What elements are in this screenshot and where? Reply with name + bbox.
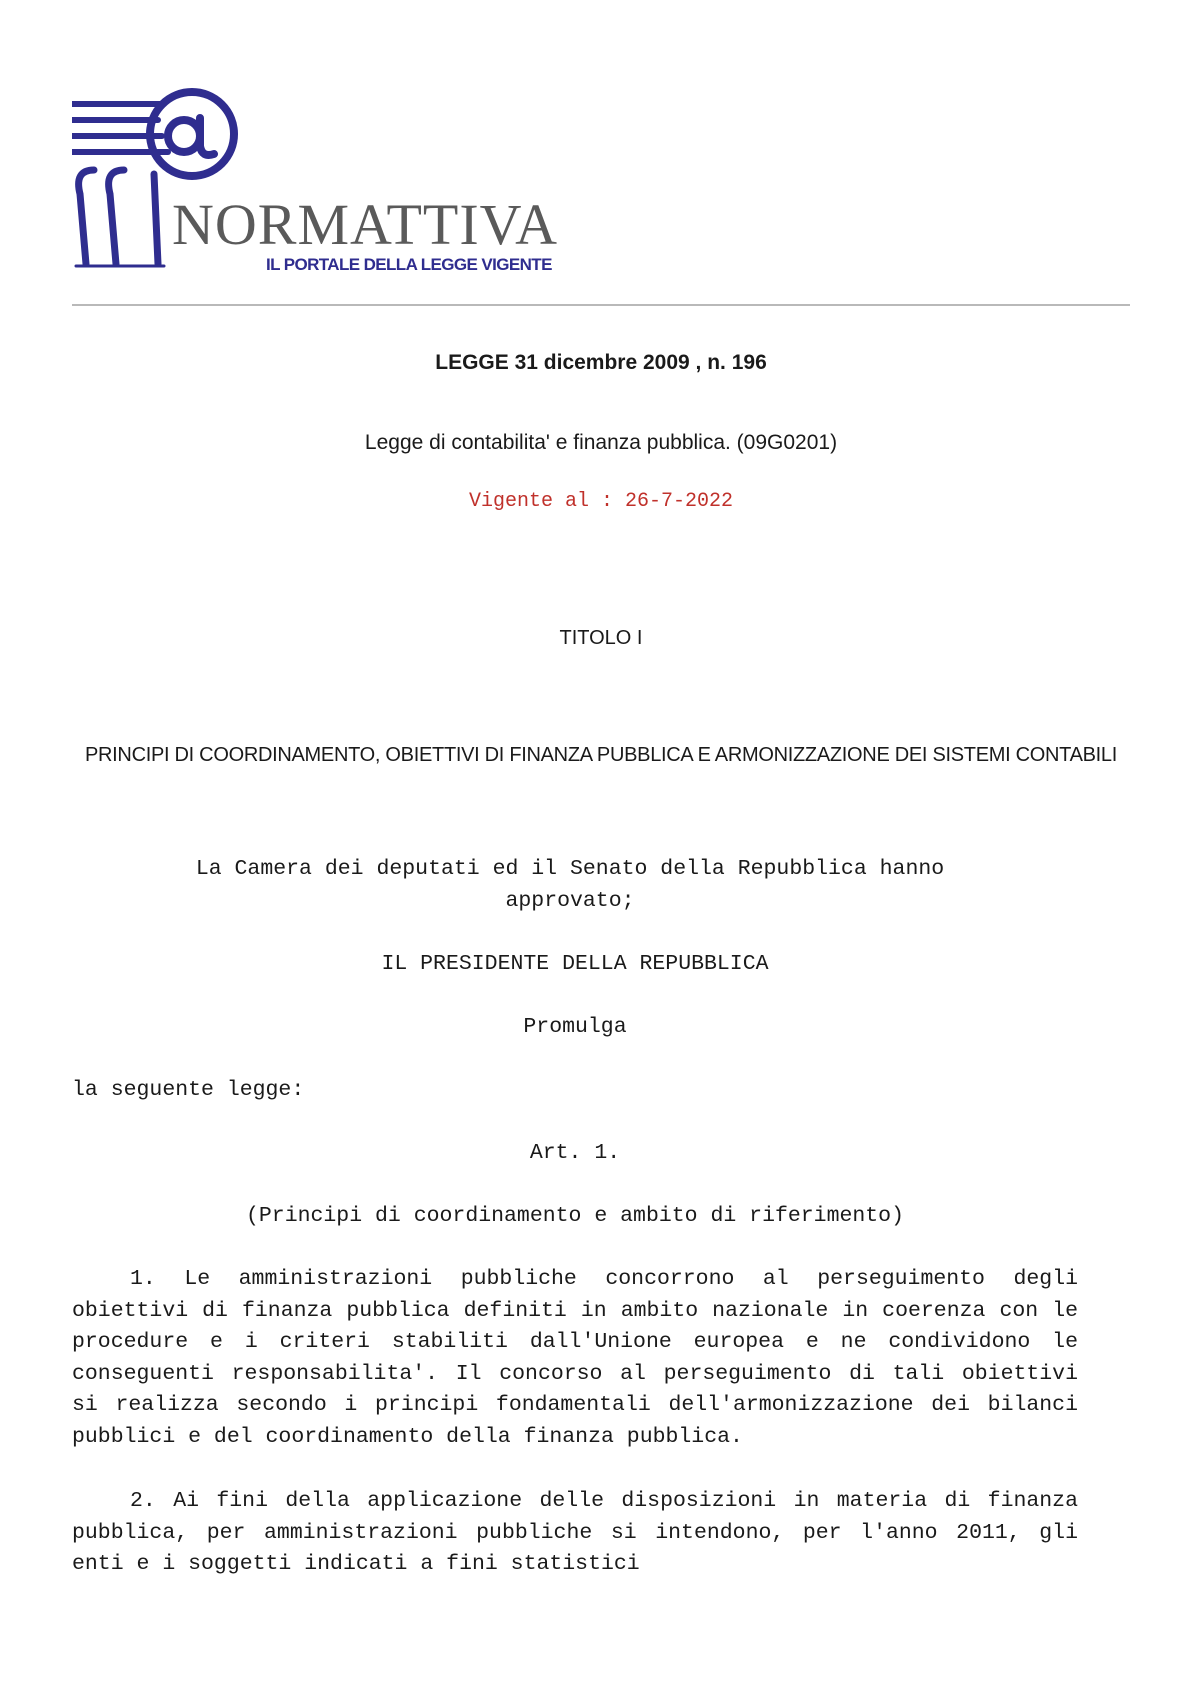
titolo-label: TITOLO I [559, 627, 643, 649]
titolo-heading: PRINCIPI DI COORDINAMENTO, OBIETTIVI DI FINANZA PUBBLICA E ARMONIZZAZIONE DEI SISTEMI CONTABILI [84, 744, 1118, 766]
approval-text: La Camera dei deputati ed il Senato della Repubblica hanno approvato; [195, 857, 958, 913]
document-subtitle: Legge di contabilita' e finanza pubblica. (09G0201) [364, 431, 838, 454]
document-title: LEGGE 31 dicembre 2009 , n. 196 [435, 351, 767, 374]
intro-line: la seguente legge: [72, 1078, 305, 1102]
logo-name: NORMATTIVA [172, 192, 558, 257]
normattiva-logo [72, 84, 602, 284]
paragraph-1: 1. Le amministrazioni pubbliche concorrono al perseguimento degli obiettivi di finanza pubblica definiti in ambito nazionale in coerenza con le procedure e i criteri stabiliti dall'Unione europea e ne condividono le conseguenti responsabilita'. Il concorso al perseguimento di tali obiettivi si realizza secondo i principi fondamentali dell'armonizzazione dei bilanci pubblici e del coordinamento della finanza pubblica. [72, 1267, 1091, 1449]
promulga-line: Promulga [523, 1015, 627, 1039]
president-line: IL PRESIDENTE DELLA REPUBBLICA [381, 952, 769, 976]
paragraph-2: 2. Ai fini della applicazione delle disposizioni in materia di finanza pubblica, per amministrazioni pubbliche si intendono, per l'anno 2011, gli enti e i soggetti indicati a fini statistici [72, 1489, 1091, 1577]
article-number: Art. 1. [529, 1141, 621, 1165]
divider [72, 304, 1130, 306]
article-title: (Principi di coordinamento e ambito di riferimento) [245, 1204, 904, 1228]
logo-tagline: IL PORTALE DELLA LEGGE VIGENTE [266, 255, 552, 274]
vigente-date: Vigente al : 26-7-2022 [468, 490, 734, 513]
